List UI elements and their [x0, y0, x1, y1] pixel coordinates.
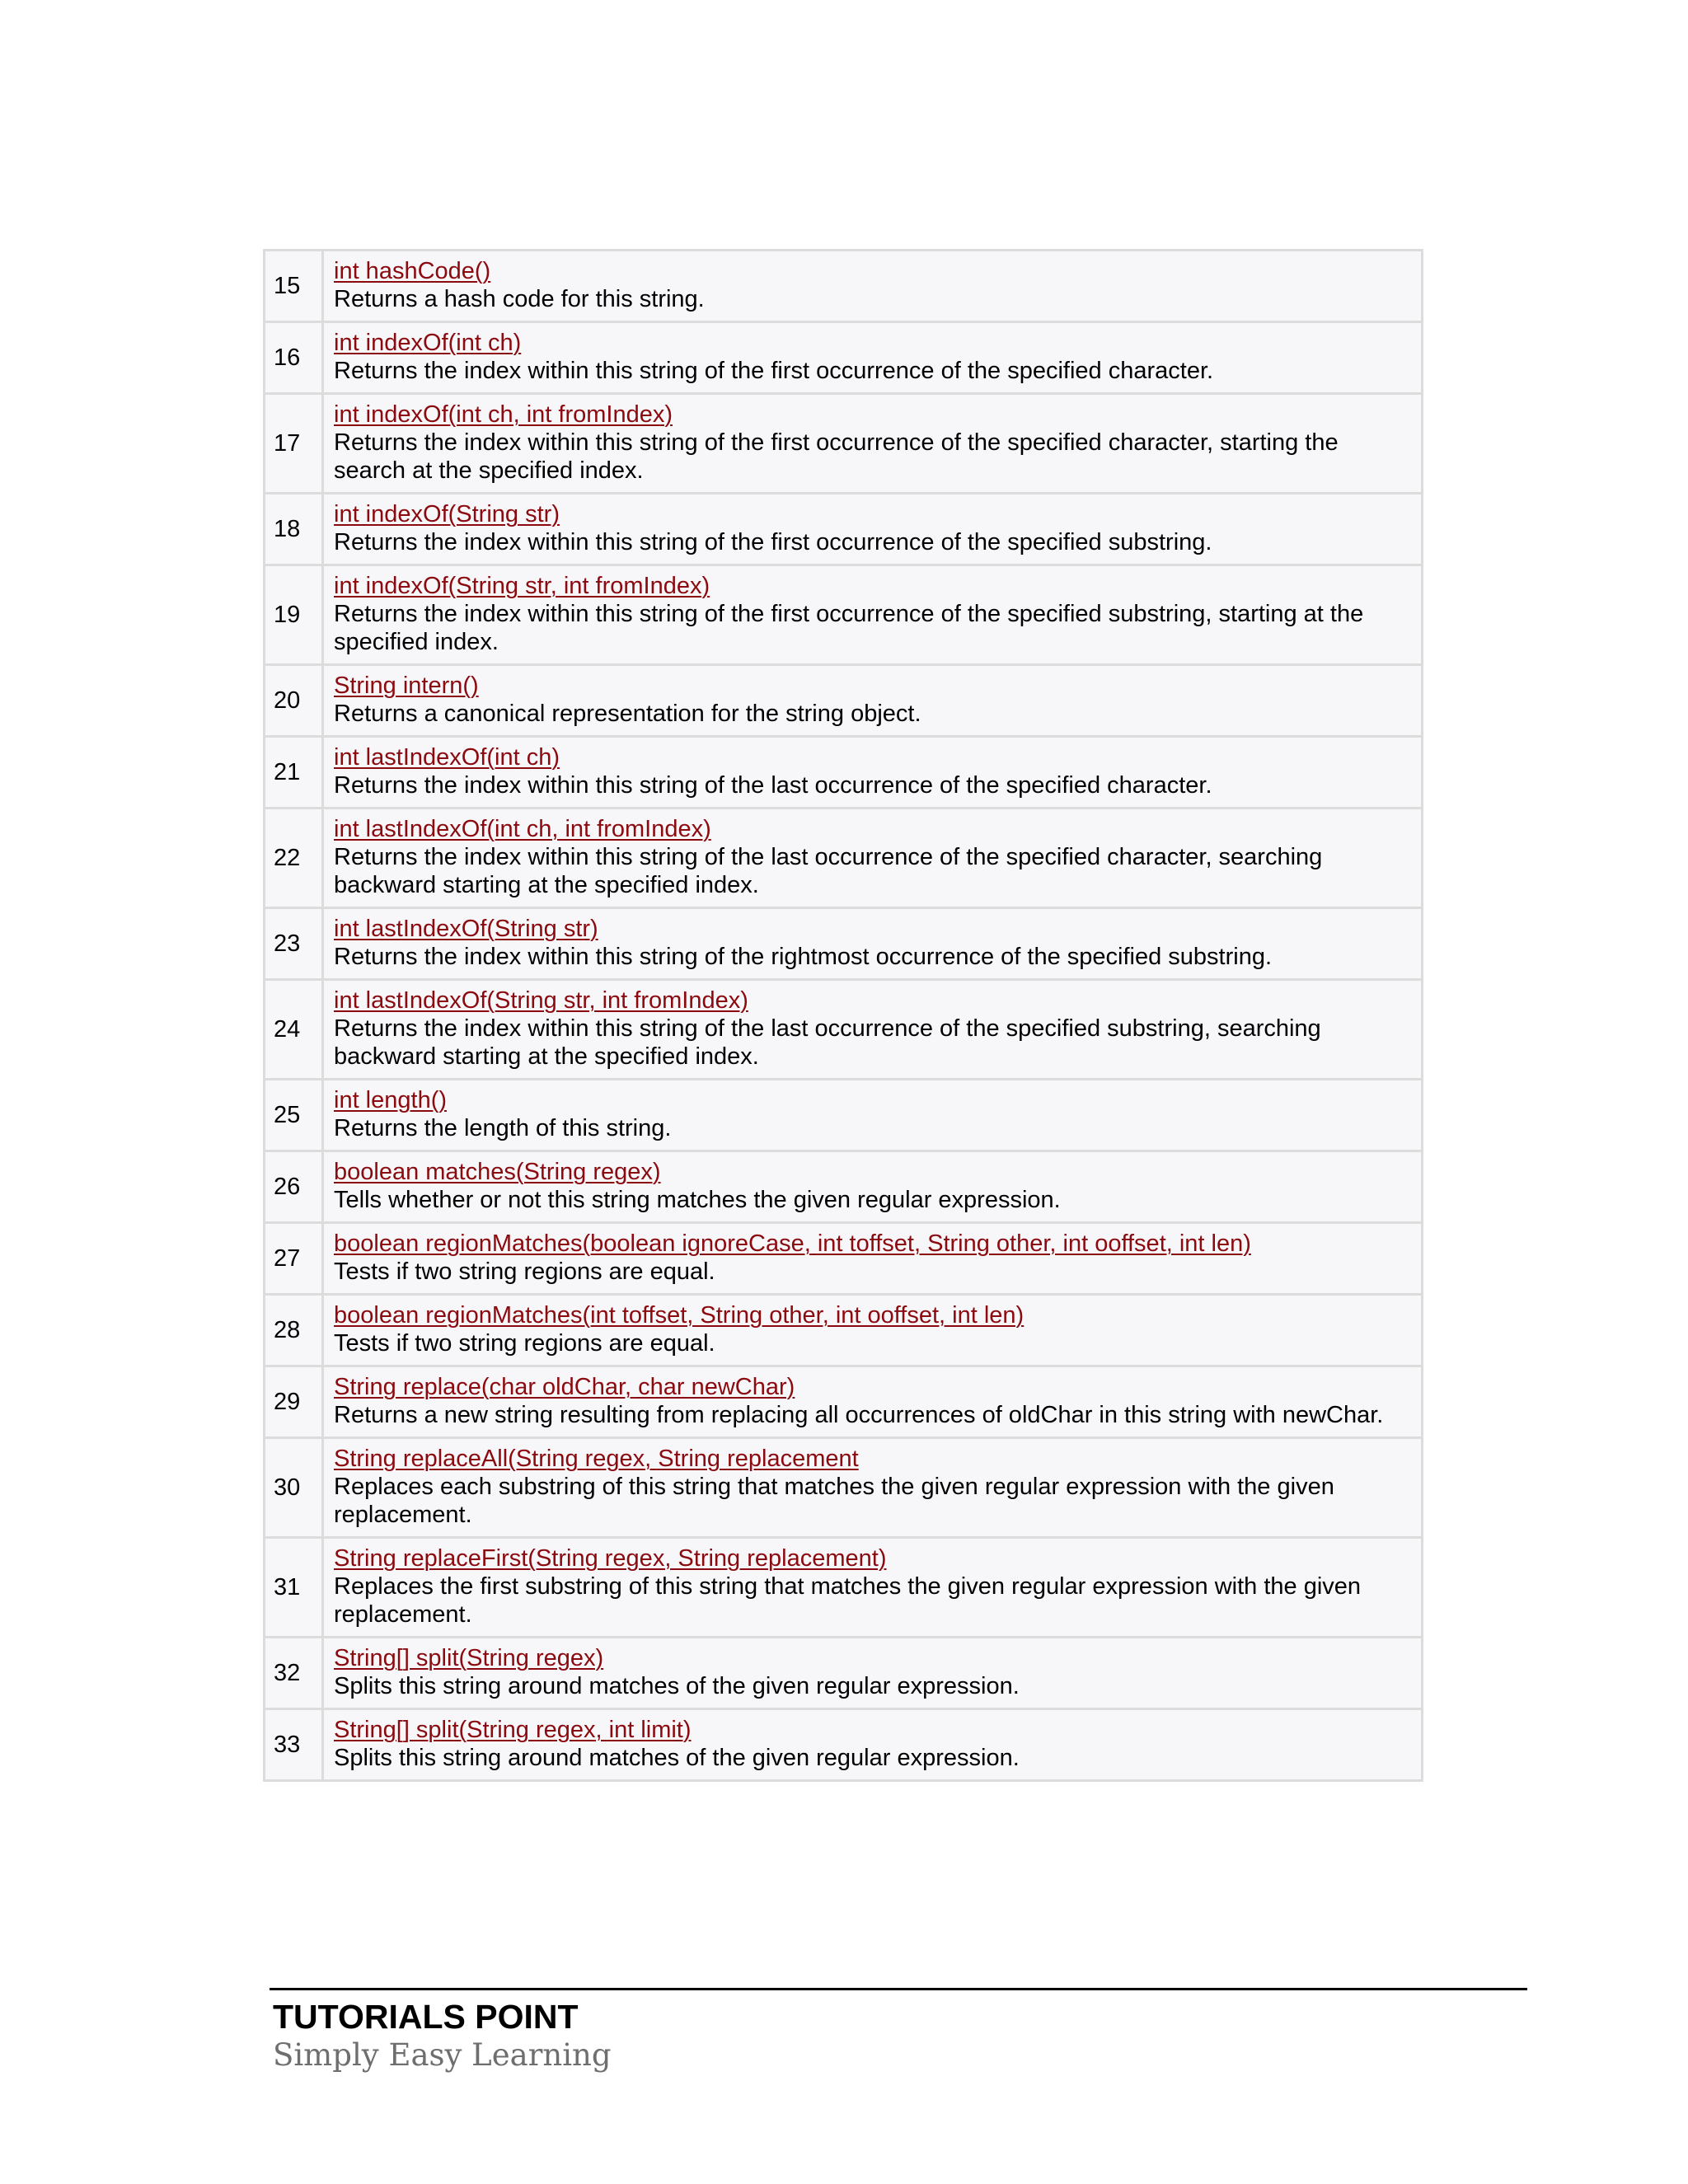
method-description: Splits this string around matches of the given regular expression. [334, 1745, 1020, 1771]
method-cell [323, 808, 1423, 908]
row-number: 24 [265, 980, 323, 1080]
table-row [265, 322, 1423, 394]
method-signature-link[interactable]: int lastIndexOf(int ch) [334, 744, 560, 771]
method-cell [323, 1709, 1423, 1781]
method-description: Replaces each substring of this string that matches the given regular expression with the given replacement. [334, 1474, 1334, 1528]
method-signature-link[interactable]: int length() [334, 1087, 448, 1113]
method-signature-link[interactable]: String[] split(String regex, int limit) [334, 1717, 692, 1743]
method-description: Replaces the first substring of this string that matches the given regular expression with the given replacement. [334, 1573, 1362, 1628]
table-row [265, 251, 1423, 322]
method-description: Returns the index within this string of the rightmost occurrence of the specified substring. [334, 944, 1273, 970]
method-signature-link[interactable]: boolean matches(String regex) [334, 1159, 661, 1185]
method-description: Returns the index within this string of the last occurrence of the specified character. [334, 772, 1212, 799]
method-cell [323, 908, 1423, 980]
method-description: Returns the index within this string of the last occurrence of the specified character, searching backward starting at the specified index. [334, 844, 1323, 898]
row-number: 27 [265, 1223, 323, 1295]
row-number: 30 [265, 1438, 323, 1538]
method-cell [323, 980, 1423, 1080]
method-signature-link[interactable]: int lastIndexOf(int ch, int fromIndex) [334, 816, 711, 842]
methods-table [263, 249, 1423, 1782]
row-number: 21 [265, 737, 323, 808]
method-description: Splits this string around matches of the given regular expression. [334, 1673, 1020, 1699]
row-number: 22 [265, 808, 323, 908]
method-signature-link[interactable]: String replaceAll(String regex, String replacement [334, 1446, 859, 1472]
table-row [265, 565, 1423, 665]
row-number: 16 [265, 322, 323, 394]
table-row [265, 1080, 1423, 1151]
method-cell [323, 737, 1423, 808]
method-cell [323, 665, 1423, 737]
method-signature-link[interactable]: int hashCode() [334, 258, 491, 284]
method-cell [323, 494, 1423, 565]
method-cell [323, 394, 1423, 494]
method-signature-link[interactable]: String replace(char oldChar, char newChar) [334, 1374, 795, 1400]
method-description: Returns the index within this string of the first occurrence of the specified substring, starting at the specified index. [334, 601, 1364, 655]
method-cell [323, 1151, 1423, 1223]
method-description: Returns the index within this string of the first occurrence of the specified character, starting the search at the specified index. [334, 429, 1339, 484]
method-signature-link[interactable]: int indexOf(int ch, int fromIndex) [334, 401, 673, 428]
method-cell [323, 251, 1423, 322]
row-number: 17 [265, 394, 323, 494]
row-number: 29 [265, 1366, 323, 1438]
row-number: 18 [265, 494, 323, 565]
method-cell [323, 1223, 1423, 1295]
table-row [265, 1638, 1423, 1709]
method-cell [323, 1638, 1423, 1709]
method-signature-link[interactable]: String intern() [334, 673, 479, 699]
method-cell [323, 322, 1423, 394]
footer-brand: TUTORIALS POINT [273, 1998, 579, 2036]
table-row [265, 1438, 1423, 1538]
methods-table-body [265, 251, 1423, 1781]
row-number: 26 [265, 1151, 323, 1223]
row-number: 20 [265, 665, 323, 737]
method-description: Returns a canonical representation for the string object. [334, 701, 921, 727]
row-number: 25 [265, 1080, 323, 1151]
method-description: Tells whether or not this string matches the given regular expression. [334, 1187, 1061, 1213]
row-number: 23 [265, 908, 323, 980]
method-signature-link[interactable]: boolean regionMatches(boolean ignoreCase, int toffset, String other, int ooffset, int len) [334, 1230, 1251, 1257]
row-number: 28 [265, 1295, 323, 1366]
table-row [265, 1709, 1423, 1781]
method-cell [323, 1080, 1423, 1151]
method-description: Tests if two string regions are equal. [334, 1258, 715, 1285]
footer-divider [270, 1988, 1527, 1990]
method-cell [323, 1366, 1423, 1438]
method-description: Returns a hash code for this string. [334, 286, 705, 312]
method-signature-link[interactable]: int lastIndexOf(String str) [334, 916, 598, 942]
method-description: Returns the index within this string of the last occurrence of the specified substring, searching backward starting at the specified index. [334, 1015, 1321, 1070]
method-cell [323, 1295, 1423, 1366]
method-description: Returns the length of this string. [334, 1115, 672, 1141]
table-row [265, 1223, 1423, 1295]
footer-tagline: Simply Easy Learning [273, 2037, 612, 2073]
table-row [265, 394, 1423, 494]
method-signature-link[interactable]: boolean regionMatches(int toffset, String other, int ooffset, int len) [334, 1302, 1025, 1329]
row-number: 32 [265, 1638, 323, 1709]
method-signature-link[interactable]: int indexOf(String str, int fromIndex) [334, 573, 710, 599]
table-row [265, 1538, 1423, 1638]
method-description: Returns the index within this string of the first occurrence of the specified character. [334, 358, 1214, 384]
table-row [265, 737, 1423, 808]
table-row [265, 494, 1423, 565]
method-cell [323, 1438, 1423, 1538]
method-signature-link[interactable]: String replaceFirst(String regex, String replacement) [334, 1545, 887, 1572]
method-signature-link[interactable]: int indexOf(String str) [334, 501, 560, 527]
row-number: 33 [265, 1709, 323, 1781]
table-row [265, 1366, 1423, 1438]
table-row [265, 1295, 1423, 1366]
method-signature-link[interactable]: int indexOf(int ch) [334, 330, 522, 356]
row-number: 31 [265, 1538, 323, 1638]
table-row [265, 1151, 1423, 1223]
method-cell [323, 565, 1423, 665]
method-description: Returns a new string resulting from replacing all occurrences of oldChar in this string with newChar. [334, 1402, 1384, 1428]
table-row [265, 808, 1423, 908]
table-row [265, 980, 1423, 1080]
table-row [265, 665, 1423, 737]
table-row [265, 908, 1423, 980]
method-signature-link[interactable]: int lastIndexOf(String str, int fromIndex) [334, 987, 748, 1014]
row-number: 15 [265, 251, 323, 322]
method-description: Returns the index within this string of the first occurrence of the specified substring. [334, 529, 1212, 555]
method-signature-link[interactable]: String[] split(String regex) [334, 1645, 604, 1671]
method-cell [323, 1538, 1423, 1638]
method-description: Tests if two string regions are equal. [334, 1330, 715, 1357]
row-number: 19 [265, 565, 323, 665]
